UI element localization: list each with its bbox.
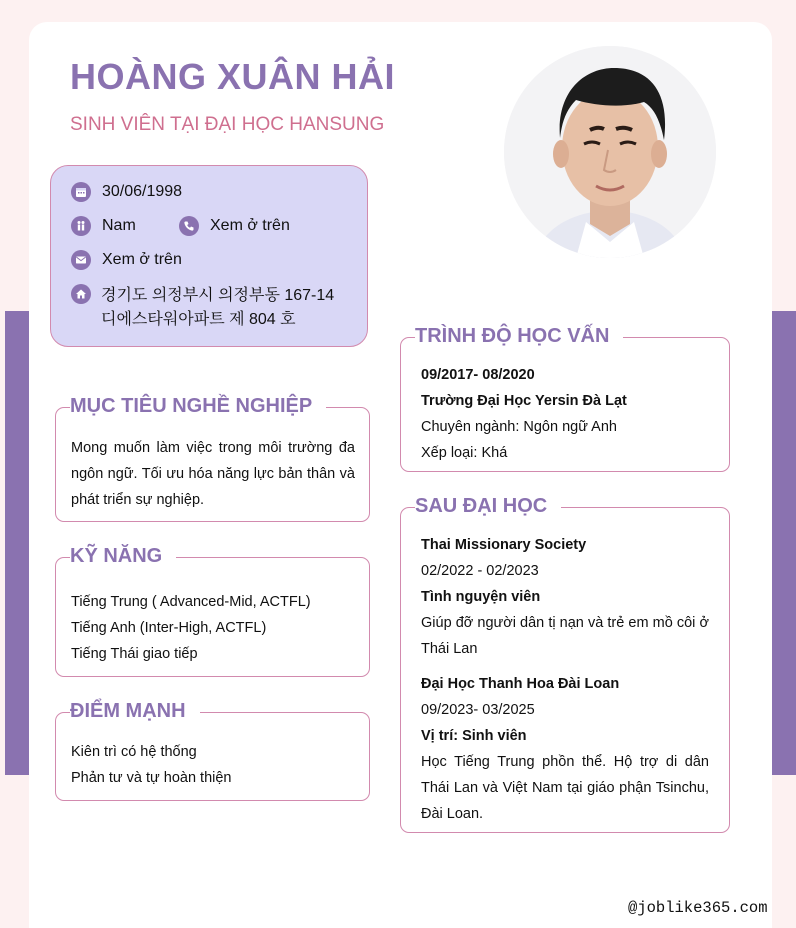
postgrad-desc: Giúp đỡ người dân tị nạn và trẻ em mồ côi ở Thái Lan (421, 615, 709, 657)
address-line-1: 경기도 의정부시 의정부동 167-14 (101, 287, 335, 304)
strength-item: Kiên trì có hệ thống (71, 744, 197, 760)
strength-item: Phản tư và tự hoàn thiện (71, 770, 232, 786)
phone-row (179, 216, 290, 236)
address-line-2: 디에스타워아파트 제 804 호 (101, 311, 296, 328)
postgrad-position: Vị trí: Sinh viên (421, 728, 527, 744)
objective-box (55, 407, 370, 522)
skills-title: KỸ NĂNG (70, 545, 176, 568)
education-school: Trường Đại Học Yersin Đà Lạt (421, 393, 627, 409)
postgrad-entry (421, 671, 709, 827)
gender-icon (71, 216, 91, 236)
postgrad-desc: Học Tiếng Trung phồn thể. Hộ trợ di dân Thái Lan và Việt Nam tại giáo phận Tsinchu, Đài Loan. (421, 754, 709, 822)
footer-credit: @joblike365.com (628, 899, 768, 917)
education-title: TRÌNH ĐỘ HỌC VẤN (415, 325, 623, 348)
birthdate-row (71, 182, 182, 202)
address-icon-wrap (71, 284, 102, 304)
education-grade: Xếp loại: Khá (421, 445, 508, 461)
email-icon (71, 250, 91, 270)
email-row (71, 250, 182, 270)
postgrad-period: 02/2022 - 02/2023 (421, 563, 539, 579)
postgrad-position: Tình nguyện viên (421, 589, 541, 605)
phone-text: Xem ở trên (210, 217, 290, 234)
gender-row (71, 216, 136, 236)
profile-photo (504, 46, 716, 258)
strengths-title: ĐIỂM MẠNH (70, 700, 200, 723)
postgrad-title: SAU ĐẠI HỌC (415, 495, 561, 518)
email-text: Xem ở trên (102, 251, 182, 268)
postgrad-entry (421, 532, 709, 662)
education-period: 09/2017- 08/2020 (421, 367, 535, 383)
postgrad-org: Đại Học Thanh Hoa Đài Loan (421, 676, 620, 692)
address-text (101, 284, 351, 332)
home-icon (71, 284, 91, 304)
right-accent-band (772, 311, 796, 775)
contact-card (50, 165, 368, 347)
education-content (421, 362, 711, 466)
strengths-list (71, 739, 232, 791)
gender-text: Nam (102, 217, 136, 234)
education-major: Chuyên ngành: Ngôn ngữ Anh (421, 419, 617, 435)
skills-box (55, 557, 370, 677)
calendar-icon (71, 182, 91, 202)
candidate-name: HOÀNG XUÂN HẢI (70, 56, 396, 97)
postgrad-period: 09/2023- 03/2025 (421, 702, 535, 718)
objective-title: MỤC TIÊU NGHỀ NGHIỆP (70, 395, 326, 418)
phone-icon (179, 216, 199, 236)
objective-text: Mong muốn làm việc trong môi trường đa ngôn ngữ. Tối ưu hóa năng lực bản thân và phát triển sự nghiệp. (71, 440, 355, 508)
skills-list (71, 589, 311, 667)
candidate-role: SINH VIÊN TẠI ĐẠI HỌC HANSUNG (70, 114, 385, 135)
skill-item: Tiếng Anh (Inter-High, ACTFL) (71, 620, 267, 636)
postgrad-org: Thai Missionary Society (421, 537, 587, 553)
left-accent-band (5, 311, 29, 775)
skill-item: Tiếng Thái giao tiếp (71, 646, 198, 662)
education-box (400, 337, 730, 472)
skill-item: Tiếng Trung ( Advanced-Mid, ACTFL) (71, 594, 311, 610)
strengths-box (55, 712, 370, 801)
postgrad-box (400, 507, 730, 833)
birthdate-text: 30/06/1998 (102, 183, 183, 200)
